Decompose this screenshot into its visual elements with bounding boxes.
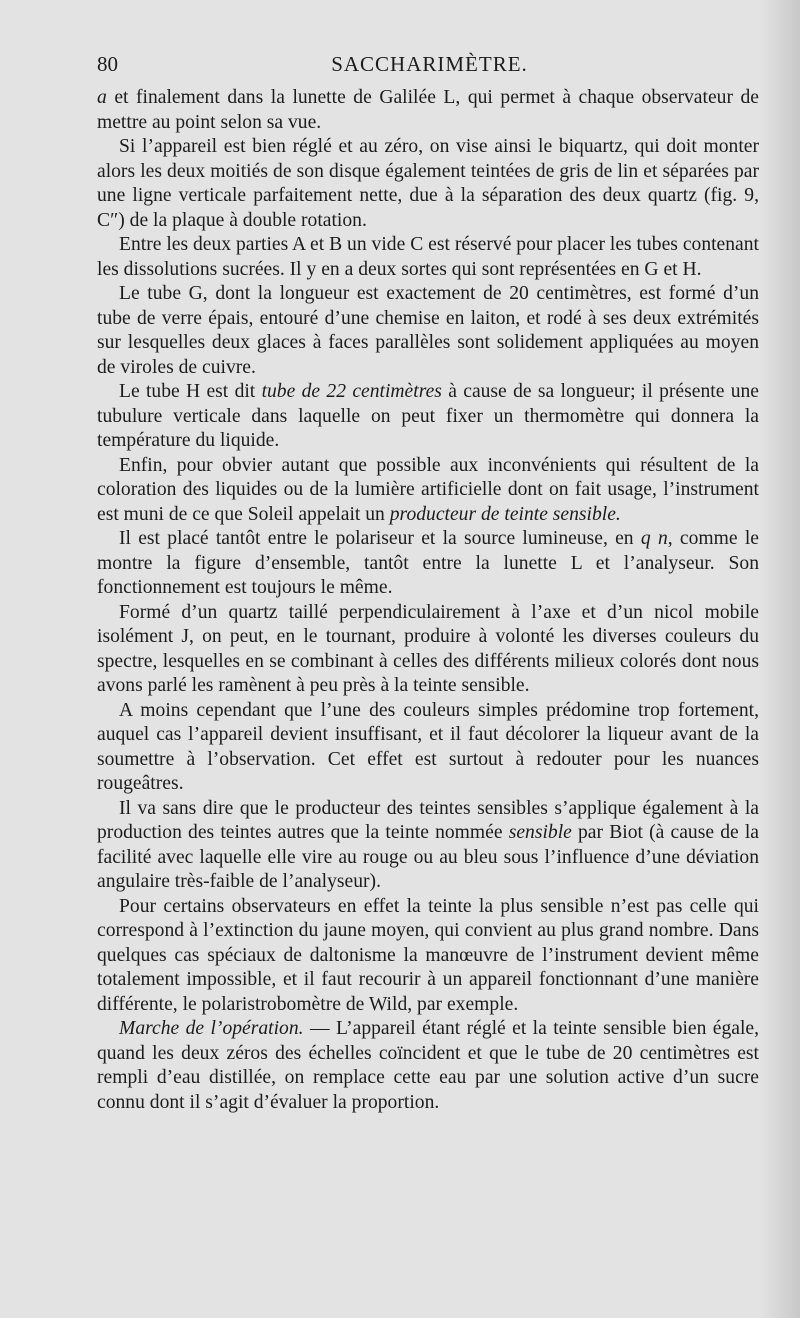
page-header [97, 52, 762, 80]
paragraph: Si l’appareil est bien réglé et au zéro, on vise ainsi le biquartz, qui doit monter alors les deux moitiés de son disque également teintées de gris de lin et séparées par une ligne verticale parfaitement nette, due à la séparation des deux quartz (fig. 9, C″) de la plaque à double rotation. [97, 136, 759, 231]
paragraph: Il est placé tantôt entre le polariseur et la source lumineuse, en q n, comme le montre la figure d’ensemble, tantôt entre la lunette L et l’analyseur. Son fonctionnement est toujours le même. [97, 528, 759, 598]
running-title: SACCHARIMÈTRE. [331, 52, 528, 76]
paragraph: Il va sans dire que le producteur des teintes sensibles s’applique également à la production des teintes autres que la teinte nommée sensible par Biot (à cause de la facilité avec laquelle elle vire au rouge ou au bleu sous l’influence d’une déviation angulaire très-faible de l’analyseur). [97, 797, 759, 892]
page-number: 80 [97, 52, 118, 76]
paragraph: Le tube H est dit tube de 22 centimètres à cause de sa longueur; il présente une tubulure verticale dans laquelle on peut fixer un thermomètre qui donnera la température du liquide. [97, 381, 759, 451]
paragraph: Entre les deux parties A et B un vide C est réservé pour placer les tubes contenant les dissolutions sucrées. Il y en a deux sortes qui sont représentées en G et H. [97, 234, 759, 280]
paragraph: A moins cependant que l’une des couleurs simples prédomine trop fortement, auquel cas l’appareil devient insuffisant, et il faut décolorer la liqueur avant de la soumettre à l’observation. Cet effet est surtout à redouter pour les nuances rougeâtres. [97, 699, 759, 794]
paragraph: a et finalement dans la lunette de Galilée L, qui permet à chaque observateur de mettre au point selon sa vue. [97, 87, 759, 133]
body-text [97, 86, 759, 1115]
paragraph: Enfin, pour obvier autant que possible aux inconvénients qui résultent de la coloration des liquides ou de la lumière artificielle dont on fait usage, l’instrument est muni de ce que Soleil appelait un producteur de teinte sensible. [97, 454, 759, 525]
paragraph: Formé d’un quartz taillé perpendiculairement à l’axe et d’un nicol mobile isolément J, on peut, en le tournant, produire à volonté les diverses couleurs du spectre, lesquelles en se combinant à celles des différents milieux colorés dont nous avons parlé les ramènent à peu près à la teinte sensible. [97, 601, 759, 696]
paragraph: Pour certains observateurs en effet la teinte la plus sensible n’est pas celle qui correspond à l’extinction du jaune moyen, qui convient au plus grand nombre. Dans quelques cas spéciaux de daltonisme la manœuvre de l’instrument devient même totalement impossible, et il faut recourir à un appareil fonctionnant d’une manière différente, le polaristrobomètre de Wild, par exemple. [97, 895, 759, 1015]
paragraph: Marche de l’opération. — L’appareil étant réglé et la teinte sensible bien égale, quand les deux zéros des échelles coïncident et que le tube de 20 centimètres est rempli d’eau distillée, on remplace cette eau par une solution active d’un sucre connu dont il s’agit d’évaluer la proportion. [97, 1018, 760, 1113]
page-edge-shadow [760, 0, 800, 1318]
paragraph: Le tube G, dont la longueur est exactement de 20 centimètres, est formé d’un tube de verre épais, entouré d’une chemise en laiton, et rodé à ses deux extrémités sur lesquelles deux glaces à faces parallèles sont solidement appliquées au moyen de viroles de cuivre. [97, 283, 759, 378]
